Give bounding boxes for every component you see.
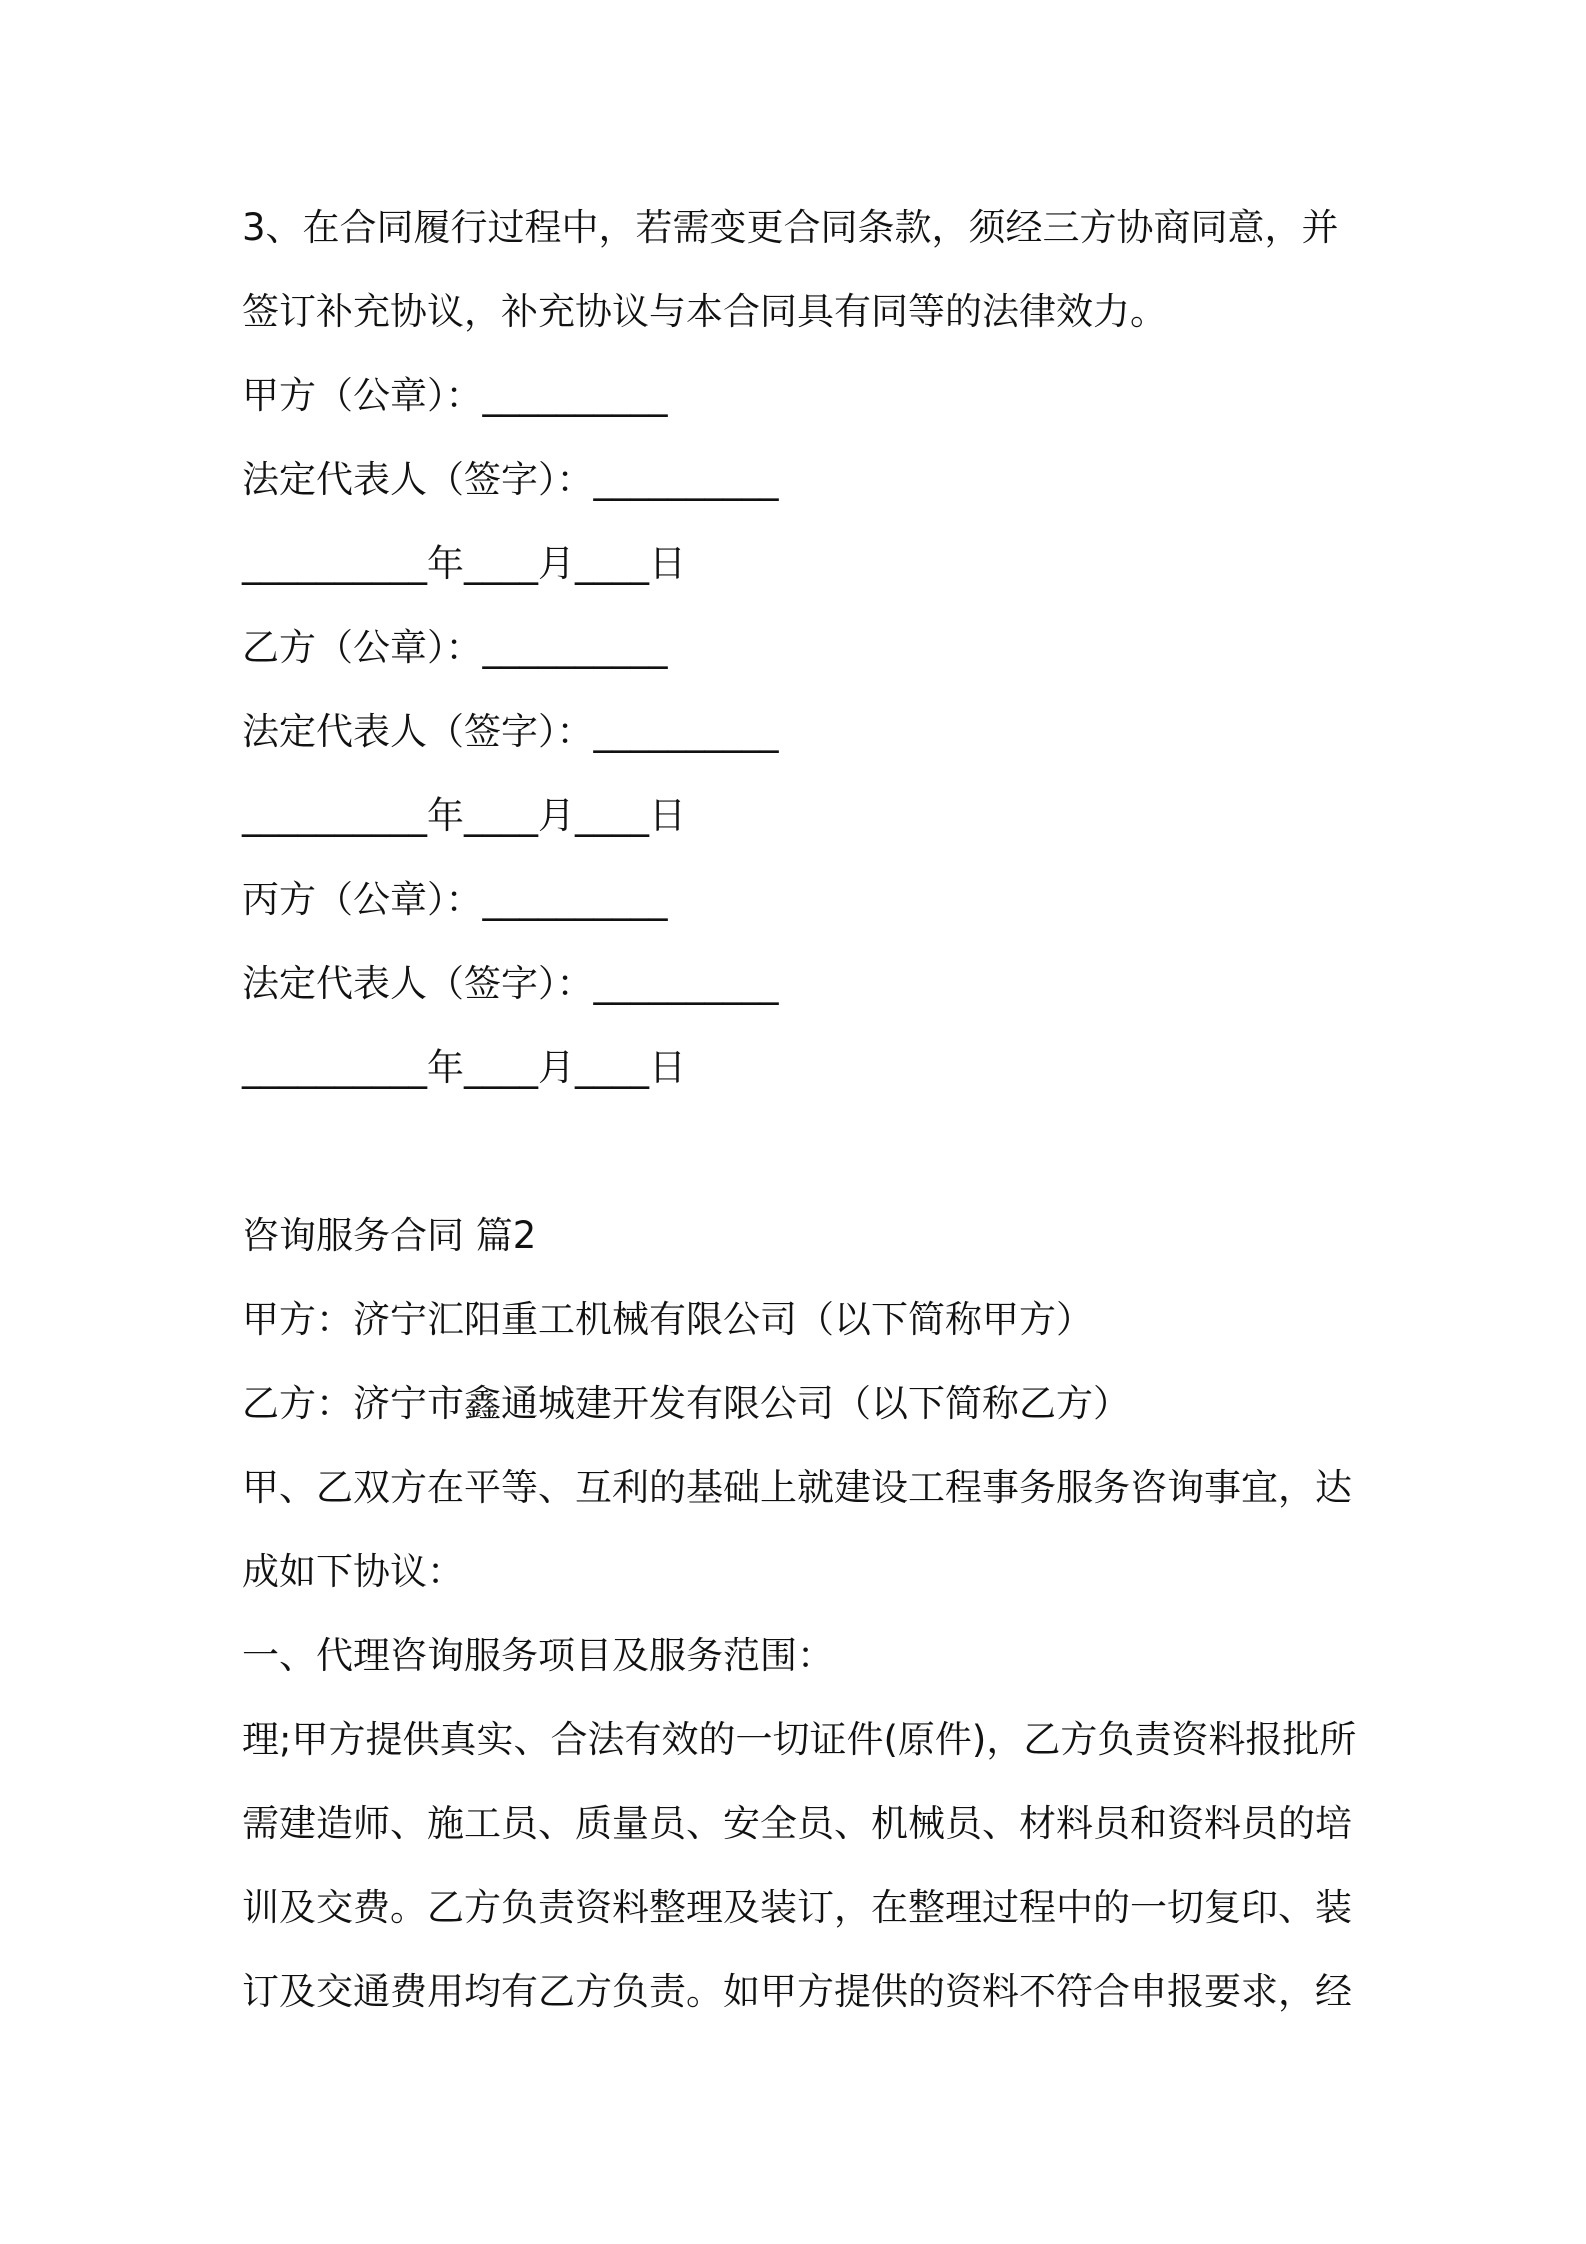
scope-line-2: 需建造师、施工员、质量员、安全员、机械员、材料员和资料员的培 (242, 1802, 1352, 1845)
party-b-representative: 法定代表人（签字）：__________ (242, 710, 779, 753)
section-heading-1: 一、代理咨询服务项目及服务范围： (242, 1634, 834, 1677)
party-b-seal: 乙方（公章）：__________ (242, 626, 668, 669)
scope-line-4: 订及交通费用均有乙方负责。如甲方提供的资料不符合申报要求，经 (242, 1970, 1352, 2013)
party-c-seal: 丙方（公章）：__________ (242, 878, 668, 921)
document-page (242, 186, 1382, 2034)
scope-line-1: 理;甲方提供真实、合法有效的一切证件(原件)，乙方负责资料报批所 (242, 1718, 1357, 1761)
section-spacer (242, 1110, 1382, 1194)
scope-line-3: 训及交费。乙方负责资料整理及装订，在整理过程中的一切复印、装 (242, 1886, 1352, 1929)
preamble-line-1: 甲、乙双方在平等、互利的基础上就建设工程事务服务咨询事宜，达 (242, 1466, 1352, 1509)
clause-3-line-1: 3、在合同履行过程中，若需变更合同条款，须经三方协商同意，并 (242, 206, 1339, 249)
party-b-name: 乙方：济宁市鑫通城建开发有限公司（以下简称乙方） (242, 1382, 1130, 1425)
party-c-representative: 法定代表人（签字）：__________ (242, 962, 779, 1005)
party-c-date: __________年____月____日 (242, 1046, 686, 1089)
party-a-representative: 法定代表人（签字）：__________ (242, 458, 779, 501)
party-a-name: 甲方：济宁汇阳重工机械有限公司（以下简称甲方） (242, 1298, 1093, 1341)
section-2-title: 咨询服务合同 篇2 (242, 1214, 537, 1257)
preamble-line-2: 成如下协议： (242, 1550, 464, 1593)
party-a-seal: 甲方（公章）：__________ (242, 374, 668, 417)
party-b-date: __________年____月____日 (242, 794, 686, 837)
party-a-date: __________年____月____日 (242, 542, 686, 585)
clause-3-line-2: 签订补充协议，补充协议与本合同具有同等的法律效力。 (242, 290, 1167, 333)
